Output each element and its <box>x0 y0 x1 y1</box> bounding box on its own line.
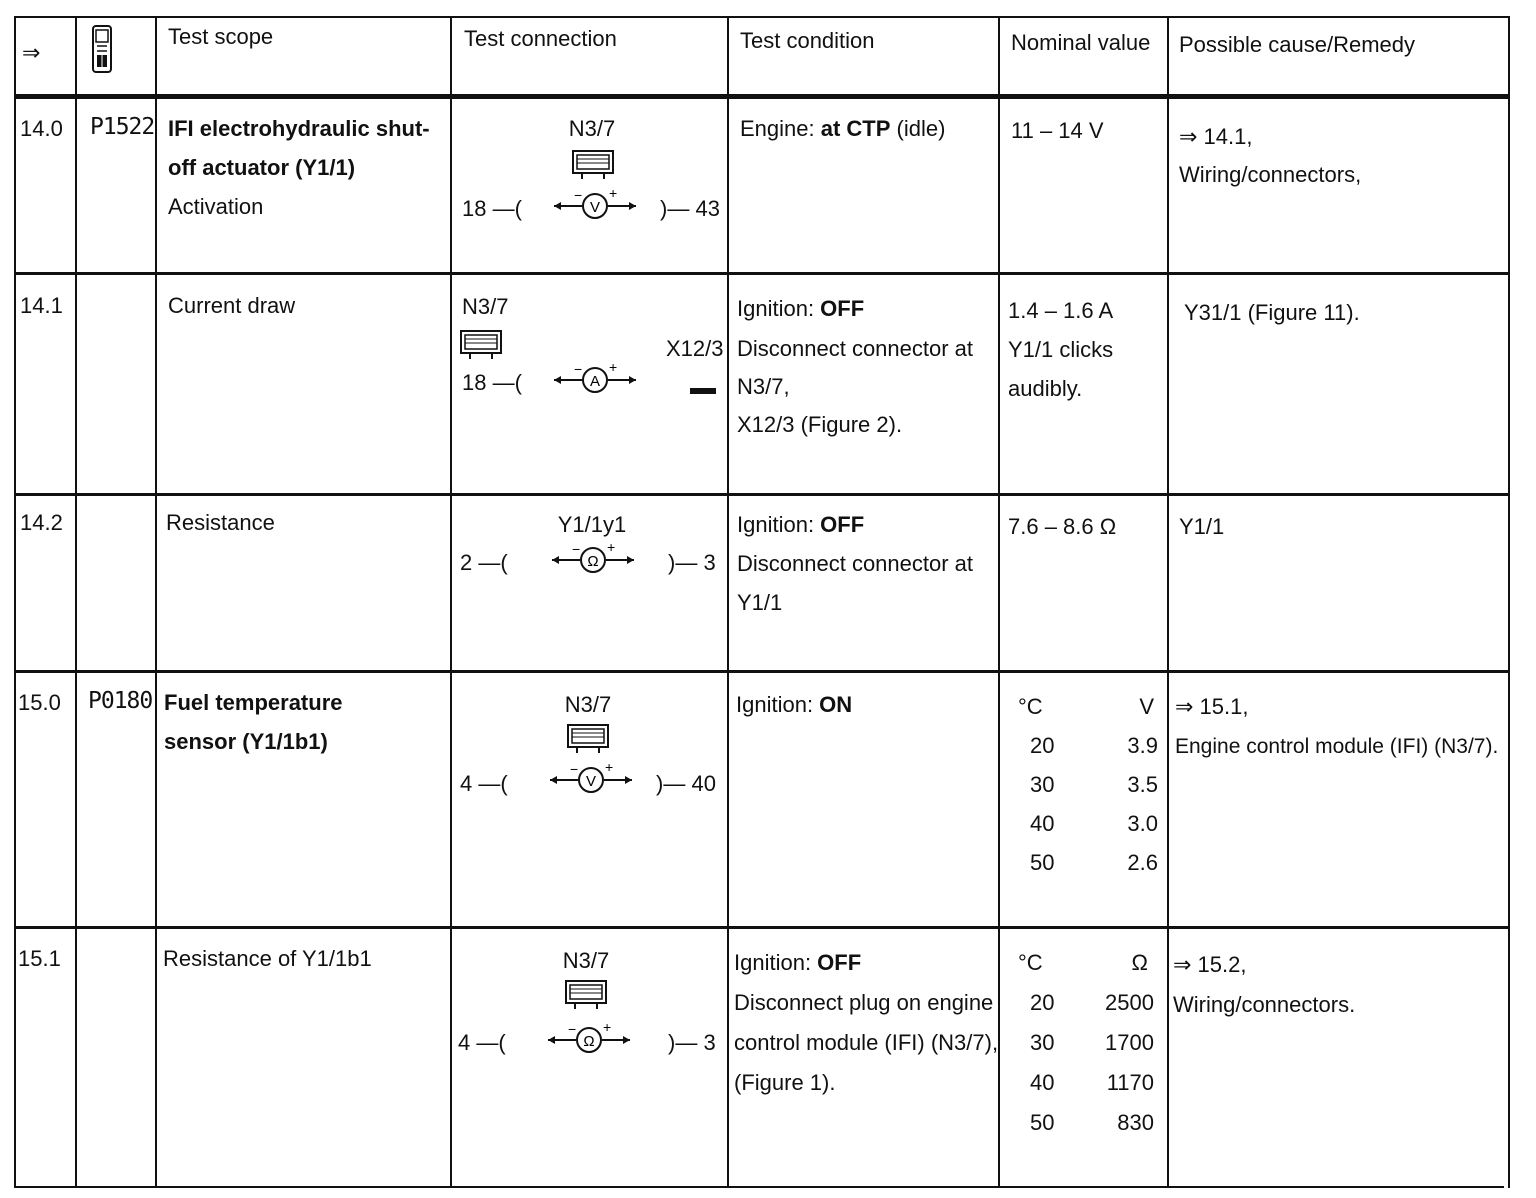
pin-right-label: 43 <box>695 196 720 221</box>
voltmeter-icon <box>552 188 638 222</box>
condition-prefix: Engine: <box>740 116 821 141</box>
nom-head-right: Ω <box>1131 950 1148 975</box>
test-condition <box>740 116 945 142</box>
test-condition-line-2: Disconnect plug on engine <box>734 990 994 1015</box>
nom-val: 1700 <box>1105 1030 1154 1055</box>
nom-head-left: °C <box>1018 694 1043 719</box>
test-condition-line-3: control module (IFI) (N3/7), <box>734 1030 999 1055</box>
ohmmeter-icon <box>546 1022 632 1056</box>
nom-val: 2500 <box>1105 990 1154 1015</box>
test-condition <box>737 296 864 322</box>
step-number: 14.1 <box>20 293 63 318</box>
svg-text:A: A <box>589 373 601 390</box>
test-scope-detail: Resistance <box>166 510 275 535</box>
test-scope-title-l2: sensor (Y1/1b1) <box>164 729 328 754</box>
ecu-connector-icon <box>460 330 502 365</box>
nom-temp: 20 <box>1030 733 1055 758</box>
nom-temp: 50 <box>1030 1110 1055 1135</box>
nominal-value-line-2: Y1/1 clicks <box>1008 337 1114 362</box>
test-scope-title-l2: off actuator (Y1/1) <box>168 155 356 180</box>
step-number: 14.0 <box>20 116 63 141</box>
test-condition-line-3: N3/7, <box>737 374 790 399</box>
pin-right: )— 43 <box>660 196 720 221</box>
ground-terminal-icon <box>690 388 716 394</box>
svg-text:−: − <box>574 362 583 377</box>
cause-line-2: Engine control module (IFI) (N3/7). <box>1175 735 1499 758</box>
fault-code: P1522 <box>90 114 155 140</box>
pin-left-label: 2 <box>460 550 473 575</box>
nom-head-right: V <box>1139 694 1154 719</box>
cause-line-1: Y31/1 (Figure 11). <box>1184 300 1360 325</box>
test-condition-line-4: (Figure 1). <box>734 1070 836 1095</box>
ohmmeter-icon <box>550 542 636 576</box>
nom-val: 1170 <box>1106 1070 1154 1095</box>
diagnostic-tester-icon <box>90 24 114 74</box>
pin-left: 2 —( <box>460 550 508 575</box>
svg-text:V: V <box>589 199 601 216</box>
step-number: 15.1 <box>18 946 61 971</box>
cause-line-1: Y1/1 <box>1179 514 1225 539</box>
step-number: 15.0 <box>18 690 61 715</box>
connection-label-right: X12/3 <box>666 336 724 361</box>
connection-label: N3/7 <box>568 116 616 141</box>
nom-temp: 50 <box>1030 850 1055 875</box>
connection-label: Y1/1y1 <box>557 512 627 537</box>
header-test-condition: Test condition <box>740 28 875 53</box>
ammeter-icon <box>552 362 638 396</box>
test-condition-line-2: Disconnect connector at <box>737 336 974 361</box>
test-scope-detail: Current draw <box>168 293 296 318</box>
condition-prefix: Ignition: <box>734 950 818 975</box>
connection-label: N3/7 <box>462 294 509 319</box>
connection-label: N3/7 <box>564 692 612 717</box>
test-condition <box>737 512 864 538</box>
cause-line-2: Wiring/connectors, <box>1179 162 1362 187</box>
condition-prefix: Ignition: <box>737 296 821 321</box>
test-scope-title-l1: IFI electrohydraulic shut- <box>168 116 430 141</box>
header-arrow: ⇒ <box>22 40 41 65</box>
svg-text:V: V <box>585 773 597 790</box>
svg-text:+: + <box>609 188 618 201</box>
ecu-connector-icon <box>565 980 607 1015</box>
test-scope-title-l1: Fuel temperature <box>164 690 343 715</box>
nominal-value-table <box>1018 694 1158 894</box>
cause-line-1: ⇒ 14.1, <box>1179 124 1253 149</box>
step-number: 14.2 <box>20 510 63 535</box>
condition-bold: OFF <box>820 296 865 321</box>
nom-temp: 20 <box>1030 990 1055 1015</box>
nominal-value: 7.6 – 8.6 Ω <box>1008 514 1117 539</box>
test-condition-line-3: Y1/1 <box>737 590 783 615</box>
nominal-value-line-3: audibly. <box>1008 376 1083 401</box>
svg-text:Ω: Ω <box>583 1033 595 1050</box>
nom-temp: 40 <box>1030 1070 1055 1095</box>
condition-bold: at CTP <box>820 116 891 141</box>
nominal-value: 11 – 14 V <box>1011 118 1104 143</box>
condition-bold: OFF <box>820 512 865 537</box>
condition-prefix: Ignition: <box>737 512 821 537</box>
condition-bold: OFF <box>817 950 862 975</box>
svg-text:+: + <box>609 362 618 375</box>
condition-prefix: Ignition: <box>736 692 820 717</box>
pin-left: 18 —( <box>462 196 522 221</box>
test-condition-line-2: Disconnect connector at <box>737 551 974 576</box>
pin-left-label: 18 <box>462 370 487 395</box>
cause-line-2: Wiring/connectors. <box>1173 992 1356 1017</box>
pin-right: )— 3 <box>668 550 716 575</box>
nom-temp: 30 <box>1030 1030 1055 1055</box>
pin-right-label: 3 <box>703 550 716 575</box>
header-nominal-value: Nominal value <box>1011 30 1151 55</box>
nom-temp: 30 <box>1030 772 1055 797</box>
nom-head-left: °C <box>1018 950 1043 975</box>
svg-text:−: − <box>570 762 579 777</box>
test-condition-line-4: X12/3 (Figure 2). <box>737 412 903 437</box>
svg-text:+: + <box>607 542 616 555</box>
svg-text:−: − <box>568 1022 577 1037</box>
pin-left: 4 —( <box>460 771 508 796</box>
nom-val: 2.6 <box>1127 850 1158 875</box>
nominal-value-table <box>1018 950 1154 1150</box>
test-condition <box>734 950 861 976</box>
nom-val: 3.9 <box>1127 733 1158 758</box>
pin-left: 4 —( <box>458 1030 506 1055</box>
header-test-scope: Test scope <box>168 24 274 49</box>
svg-text:−: − <box>572 542 581 557</box>
header-test-connection: Test connection <box>464 26 617 51</box>
nominal-value-line-1: 1.4 – 1.6 A <box>1008 298 1114 323</box>
voltmeter-icon <box>548 762 634 796</box>
nom-val: 3.5 <box>1127 772 1158 797</box>
pin-left: 18 —( <box>462 370 522 395</box>
pin-left-label: 4 <box>460 771 473 796</box>
nom-val: 830 <box>1117 1110 1154 1135</box>
svg-text:+: + <box>605 762 614 775</box>
header-possible-cause: Possible cause/Remedy <box>1179 32 1416 57</box>
nom-val: 3.0 <box>1127 811 1158 836</box>
test-scope-detail: Resistance of Y1/1b1 <box>163 946 372 971</box>
pin-left-label: 4 <box>458 1030 471 1055</box>
svg-text:Ω: Ω <box>587 553 599 570</box>
pin-right: )— 40 <box>656 771 716 796</box>
cause-line-1: ⇒ 15.1, <box>1175 694 1249 719</box>
pin-left-label: 18 <box>462 196 487 221</box>
condition-bold: ON <box>819 692 853 717</box>
nom-temp: 40 <box>1030 811 1055 836</box>
cause-line-1: ⇒ 15.2, <box>1173 952 1247 977</box>
pin-right: )— 3 <box>668 1030 716 1055</box>
svg-text:+: + <box>603 1022 612 1035</box>
pin-right-label: 40 <box>691 771 716 796</box>
test-scope-detail: Activation <box>168 194 264 219</box>
ecu-connector-icon <box>572 150 614 185</box>
connection-label: N3/7 <box>562 948 610 973</box>
svg-text:−: − <box>574 188 583 203</box>
fault-code: P0180 <box>88 688 153 714</box>
test-condition <box>736 692 852 718</box>
ecu-connector-icon <box>567 724 609 759</box>
condition-suffix: (idle) <box>890 116 946 141</box>
pin-right-label: 3 <box>703 1030 716 1055</box>
